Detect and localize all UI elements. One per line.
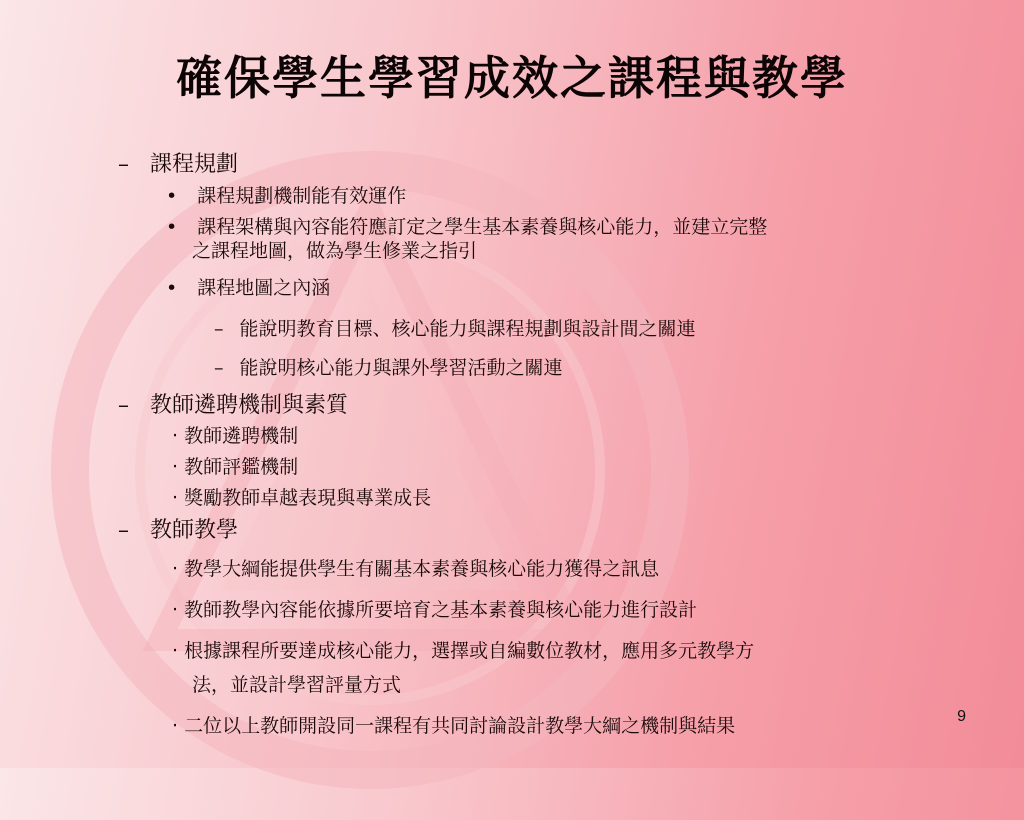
list-item (172, 452, 298, 479)
bullet-marker: ‧ (172, 599, 179, 621)
list-item-text: 二位以上教師開設同一課程有共同討論設計教學大綱之機制與結果 (184, 715, 736, 737)
list-item (166, 273, 330, 300)
sub-list-item (214, 314, 696, 341)
dash-marker: – (214, 318, 224, 340)
list-item-text: 教師教學內容能依據所要培育之基本素養與核心能力進行設計 (184, 599, 698, 621)
list-item-text: 教師遴聘機制 (184, 425, 299, 447)
list-item-continuation: 之課程地圖，做為學生修業之指引 (192, 240, 478, 262)
list-item (172, 483, 431, 510)
bullet-marker: • (166, 185, 178, 207)
bullet-marker: ‧ (172, 715, 179, 737)
dash-marker: – (118, 152, 129, 177)
bullet-marker: ‧ (172, 425, 179, 447)
dash-marker: – (214, 357, 224, 379)
bullet-marker: ‧ (172, 558, 179, 580)
section-heading (118, 513, 238, 544)
list-item-text: 課程規劃機制能有效運作 (197, 185, 407, 207)
list-item-text: 教師評鑑機制 (184, 456, 299, 478)
dash-marker: – (118, 393, 129, 418)
bullet-marker: ‧ (172, 456, 179, 478)
bullet-marker: • (166, 216, 178, 238)
list-item-text: 獎勵教師卓越表現與專業成長 (184, 487, 432, 509)
section-label: 教師遴聘機制與素質 (150, 393, 349, 418)
list-item (172, 595, 697, 622)
list-item (172, 554, 659, 581)
list-item (172, 636, 754, 663)
list-item-text: 教學大綱能提供學生有關基本素養與核心能力獲得之訊息 (184, 558, 660, 580)
page-number: 9 (957, 708, 966, 725)
sub-list-item-text: 能說明教育目標、核心能力與課程規劃與設計間之關連 (239, 318, 696, 340)
list-item (166, 212, 767, 239)
list-item-text: 課程地圖之內涵 (197, 277, 331, 299)
bullet-marker: • (166, 277, 178, 299)
section-label: 教師教學 (150, 518, 239, 543)
list-item-text: 根據課程所要達成核心能力，選擇或自編數位教材，應用多元教學方 (184, 640, 755, 662)
section-heading (118, 388, 348, 419)
slide-title: 確保學生學習成效之課程與教學 (176, 51, 848, 105)
list-item (172, 711, 735, 738)
bullet-marker: ‧ (172, 640, 179, 662)
list-item (166, 181, 406, 208)
sub-list-item-text: 能說明核心能力與課外學習活動之關連 (239, 357, 563, 379)
list-item (172, 421, 298, 448)
section-heading (118, 147, 238, 178)
bullet-marker: ‧ (172, 487, 179, 509)
sub-list-item (214, 353, 563, 380)
section-label: 課程規劃 (150, 152, 239, 177)
list-item-continuation: 法，並設計學習評量方式 (192, 674, 402, 696)
list-item-text: 課程架構與內容能符應訂定之學生基本素養與核心能力，並建立完整 (197, 216, 768, 238)
dash-marker: – (118, 518, 129, 543)
